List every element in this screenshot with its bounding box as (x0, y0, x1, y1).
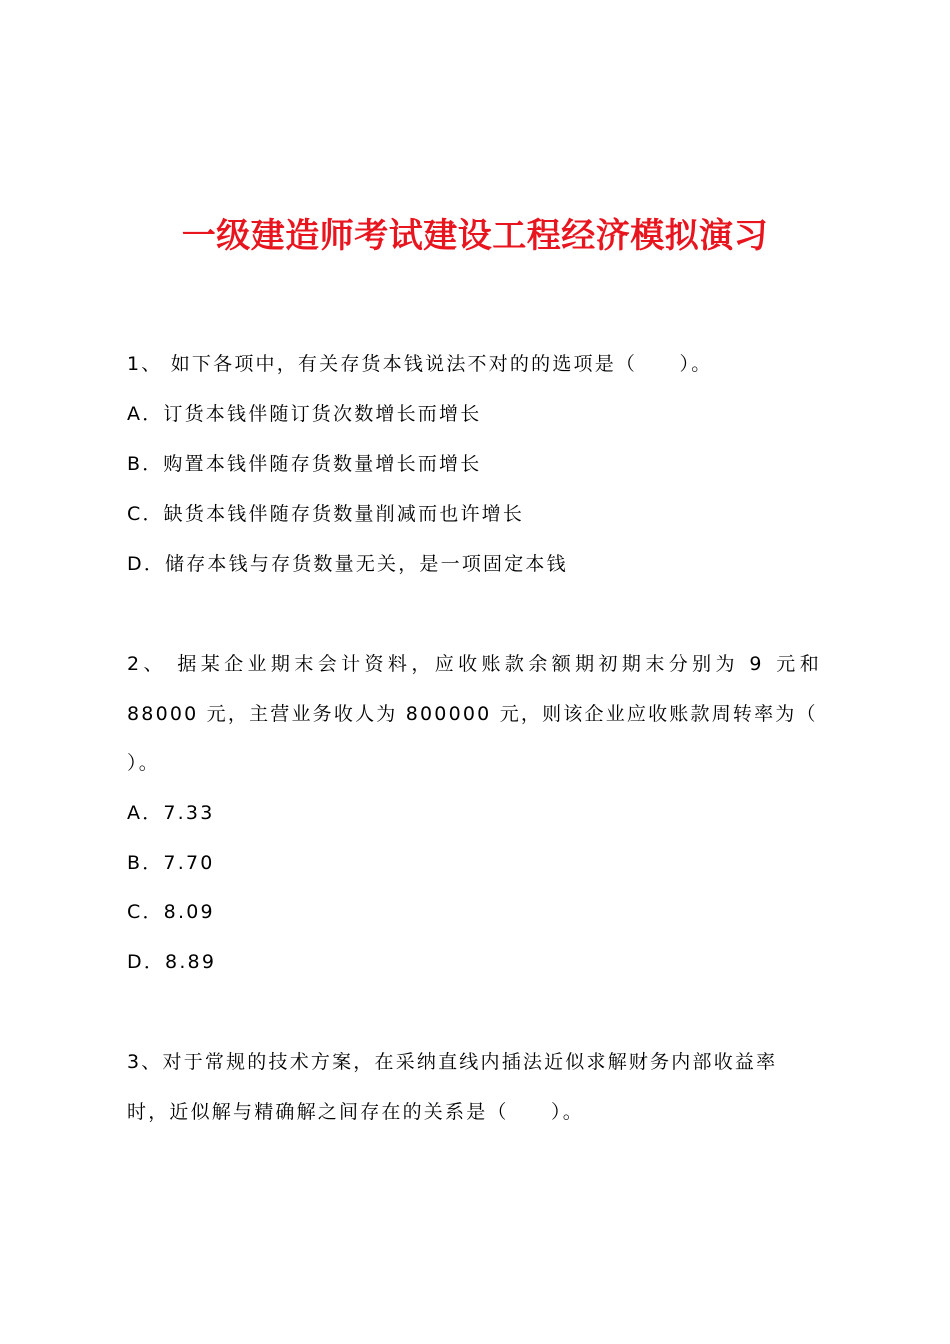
question-1-stem: 1、 如下各项中，有关存货本钱说法不对的的选项是（ ）。 (127, 353, 713, 375)
question-2-option-c: C．8.09 (127, 901, 215, 923)
question-1-option-d: D．储存本钱与存货数量无关，是一项固定本钱 (127, 553, 568, 575)
question-2-stem-line-1: 2、 据某企业期末会计资料，应收账款余额期初期末分别为 9 元和 (127, 653, 824, 675)
document-title: 一级建造师考试建设工程经济模拟演习 (181, 216, 769, 256)
question-2-option-d: D．8.89 (127, 951, 217, 973)
question-1-option-a: A．订货本钱伴随订货次数增长而增长 (127, 403, 482, 425)
question-2-option-a: A．7.33 (127, 802, 215, 824)
question-3-stem-line-2: 时，近似解与精确解之间存在的关系是（ ）。 (127, 1101, 584, 1123)
question-3-stem-line-1: 3、对于常规的技术方案，在采纳直线内插法近似求解财务内部收益率 (127, 1051, 778, 1073)
question-2-stem-line-2: 88000 元，主营业务收人为 800000 元，则该企业应收账款周转率为（ (127, 703, 818, 725)
question-2-stem-line-3: ）。 (127, 752, 160, 774)
question-1-option-b: B．购置本钱伴随存货数量增长而增长 (127, 453, 482, 475)
question-1-option-c: C．缺货本钱伴随存货数量削减而也许增长 (127, 503, 525, 525)
question-2-option-b: B．7.70 (127, 852, 215, 874)
